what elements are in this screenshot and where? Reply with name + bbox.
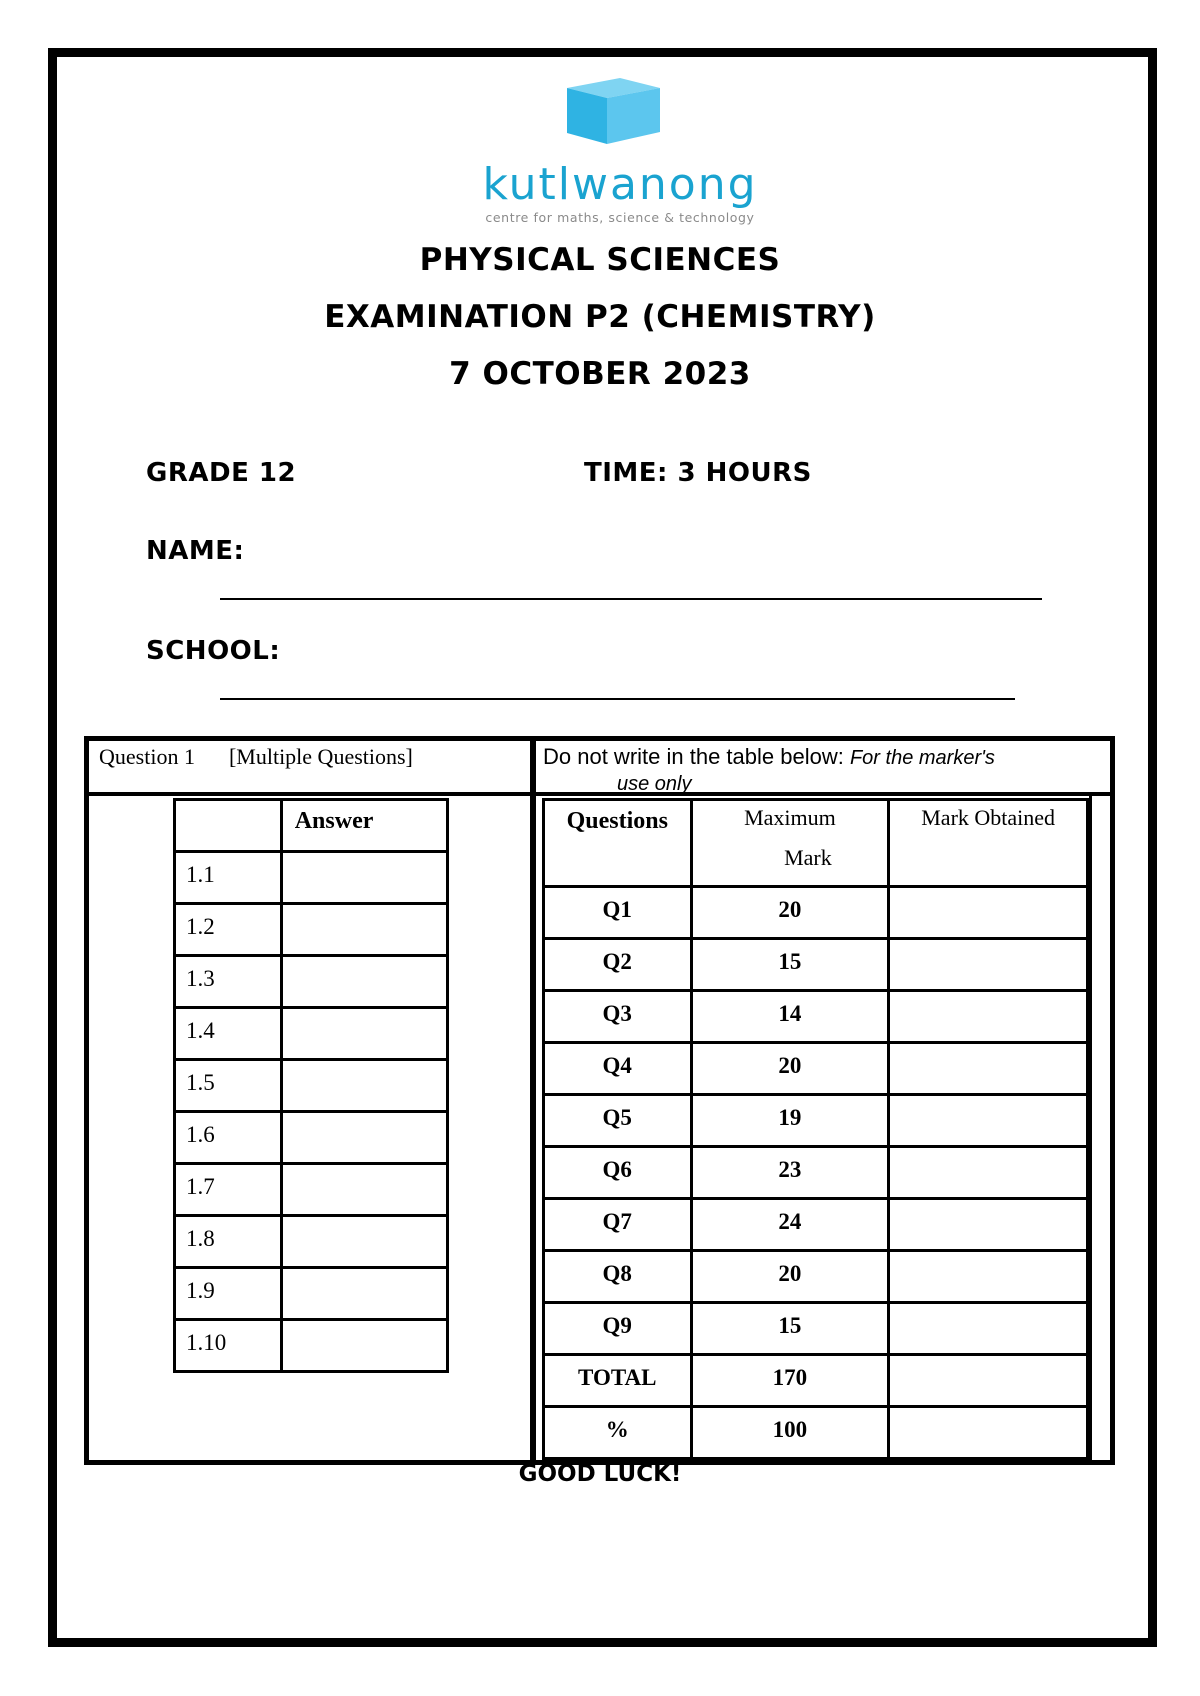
answer-number: 1.4 xyxy=(175,1008,282,1060)
mark-obtained-cell[interactable] xyxy=(889,991,1088,1043)
question-label: Q7 xyxy=(544,1199,692,1251)
answer-number: 1.9 xyxy=(175,1268,282,1320)
marker-instruction-italic-2: use only xyxy=(617,773,692,795)
mark-obtained-cell[interactable] xyxy=(889,887,1088,939)
answer-row xyxy=(175,1060,448,1112)
question-label: Q5 xyxy=(544,1095,692,1147)
answer-number: 1.1 xyxy=(175,852,282,904)
mark-obtained-cell[interactable] xyxy=(889,1095,1088,1147)
answer-cell[interactable] xyxy=(281,1112,447,1164)
maximum-mark: 23 xyxy=(691,1147,889,1199)
answer-number: 1.3 xyxy=(175,956,282,1008)
answer-number: 1.5 xyxy=(175,1060,282,1112)
question-label: Q6 xyxy=(544,1147,692,1199)
mark-obtained-cell[interactable] xyxy=(889,1147,1088,1199)
subject-title: PHYSICAL SCIENCES xyxy=(419,242,781,278)
col-maximum-label: Maximum xyxy=(744,805,836,830)
question-1-description: [Multiple Questions] xyxy=(228,744,413,769)
answer-cell[interactable] xyxy=(281,1164,447,1216)
marks-row xyxy=(544,991,1088,1043)
marks-row xyxy=(544,1095,1088,1147)
logo-tagline: centre for maths, science & technology xyxy=(485,210,755,225)
question-label: Q4 xyxy=(544,1043,692,1095)
marks-table xyxy=(542,798,1089,1460)
answer-cell[interactable] xyxy=(281,1008,447,1060)
school-field[interactable] xyxy=(220,698,1015,700)
answer-row xyxy=(175,1320,448,1372)
maximum-mark: 20 xyxy=(691,1043,889,1095)
marks-row xyxy=(544,1199,1088,1251)
maximum-mark: 100 xyxy=(691,1407,889,1459)
mark-obtained-cell[interactable] xyxy=(889,1199,1088,1251)
mark-obtained-cell[interactable] xyxy=(889,1407,1088,1459)
box-divider xyxy=(530,736,536,1465)
mark-obtained-cell[interactable] xyxy=(889,1251,1088,1303)
answer-number: 1.10 xyxy=(175,1320,282,1372)
marks-table-header xyxy=(544,800,1088,887)
question-label: Q8 xyxy=(544,1251,692,1303)
marks-row xyxy=(544,1303,1088,1355)
question-label: Q2 xyxy=(544,939,692,991)
answer-number: 1.8 xyxy=(175,1216,282,1268)
question-label: % xyxy=(544,1407,692,1459)
maximum-mark: 15 xyxy=(691,1303,889,1355)
answer-row xyxy=(175,1164,448,1216)
answer-row xyxy=(175,1268,448,1320)
answer-number: 1.6 xyxy=(175,1112,282,1164)
cube-icon xyxy=(455,76,785,156)
marks-row xyxy=(544,939,1088,991)
marks-row xyxy=(544,1043,1088,1095)
logo-wordmark: kutlwanong xyxy=(482,159,758,210)
col-questions: Questions xyxy=(544,800,692,887)
grade-label: GRADE 12 xyxy=(146,458,297,488)
mark-obtained-cell[interactable] xyxy=(889,1355,1088,1407)
answer-cell[interactable] xyxy=(281,956,447,1008)
time-label: TIME: 3 HOURS xyxy=(584,458,812,488)
answer-cell[interactable] xyxy=(281,1268,447,1320)
exam-date: 7 OCTOBER 2023 xyxy=(449,356,751,392)
answer-number: 1.7 xyxy=(175,1164,282,1216)
maximum-mark: 20 xyxy=(691,1251,889,1303)
col-mark-obtained: Mark Obtained xyxy=(889,800,1088,887)
answer-number: 1.2 xyxy=(175,904,282,956)
answer-row xyxy=(175,956,448,1008)
answer-cell[interactable] xyxy=(281,1060,447,1112)
question-1-header xyxy=(99,744,413,770)
answer-header-blank xyxy=(175,800,282,852)
marks-row xyxy=(544,1355,1088,1407)
col-maximum-mark xyxy=(691,800,889,887)
col-mark-label: Mark xyxy=(784,845,832,870)
school-label: SCHOOL: xyxy=(146,636,281,666)
marker-instruction-text: Do not write in the table below: xyxy=(543,744,844,769)
answer-table xyxy=(173,798,449,1373)
marks-row xyxy=(544,1147,1088,1199)
question-1-label: Question 1 xyxy=(99,744,195,769)
box-inner-rule xyxy=(1089,792,1092,1465)
mark-obtained-cell[interactable] xyxy=(889,1303,1088,1355)
marks-row xyxy=(544,1251,1088,1303)
answer-cell[interactable] xyxy=(281,904,447,956)
maximum-mark: 24 xyxy=(691,1199,889,1251)
answer-row xyxy=(175,1008,448,1060)
answer-table-header xyxy=(175,800,448,852)
name-label: NAME: xyxy=(146,536,245,566)
maximum-mark: 170 xyxy=(691,1355,889,1407)
answer-header: Answer xyxy=(281,800,447,852)
maximum-mark: 14 xyxy=(691,991,889,1043)
exam-title: EXAMINATION P2 (CHEMISTRY) xyxy=(324,299,876,335)
mark-obtained-cell[interactable] xyxy=(889,939,1088,991)
question-label: Q3 xyxy=(544,991,692,1043)
answer-cell[interactable] xyxy=(281,1216,447,1268)
good-luck: GOOD LUCK! xyxy=(518,1461,682,1487)
question-label: Q9 xyxy=(544,1303,692,1355)
maximum-mark: 20 xyxy=(691,887,889,939)
name-field[interactable] xyxy=(220,598,1042,600)
answer-cell[interactable] xyxy=(281,1320,447,1372)
maximum-mark: 15 xyxy=(691,939,889,991)
answer-row xyxy=(175,1112,448,1164)
marker-instruction xyxy=(543,744,1103,797)
kutlwanong-logo xyxy=(455,76,785,226)
marker-instruction-italic: For the marker's xyxy=(849,747,995,769)
question-label: Q1 xyxy=(544,887,692,939)
answer-row xyxy=(175,852,448,904)
marks-row xyxy=(544,887,1088,939)
question-label: TOTAL xyxy=(544,1355,692,1407)
answer-cell[interactable] xyxy=(281,852,447,904)
answer-row xyxy=(175,1216,448,1268)
maximum-mark: 19 xyxy=(691,1095,889,1147)
marks-row xyxy=(544,1407,1088,1459)
mark-obtained-cell[interactable] xyxy=(889,1043,1088,1095)
answer-row xyxy=(175,904,448,956)
